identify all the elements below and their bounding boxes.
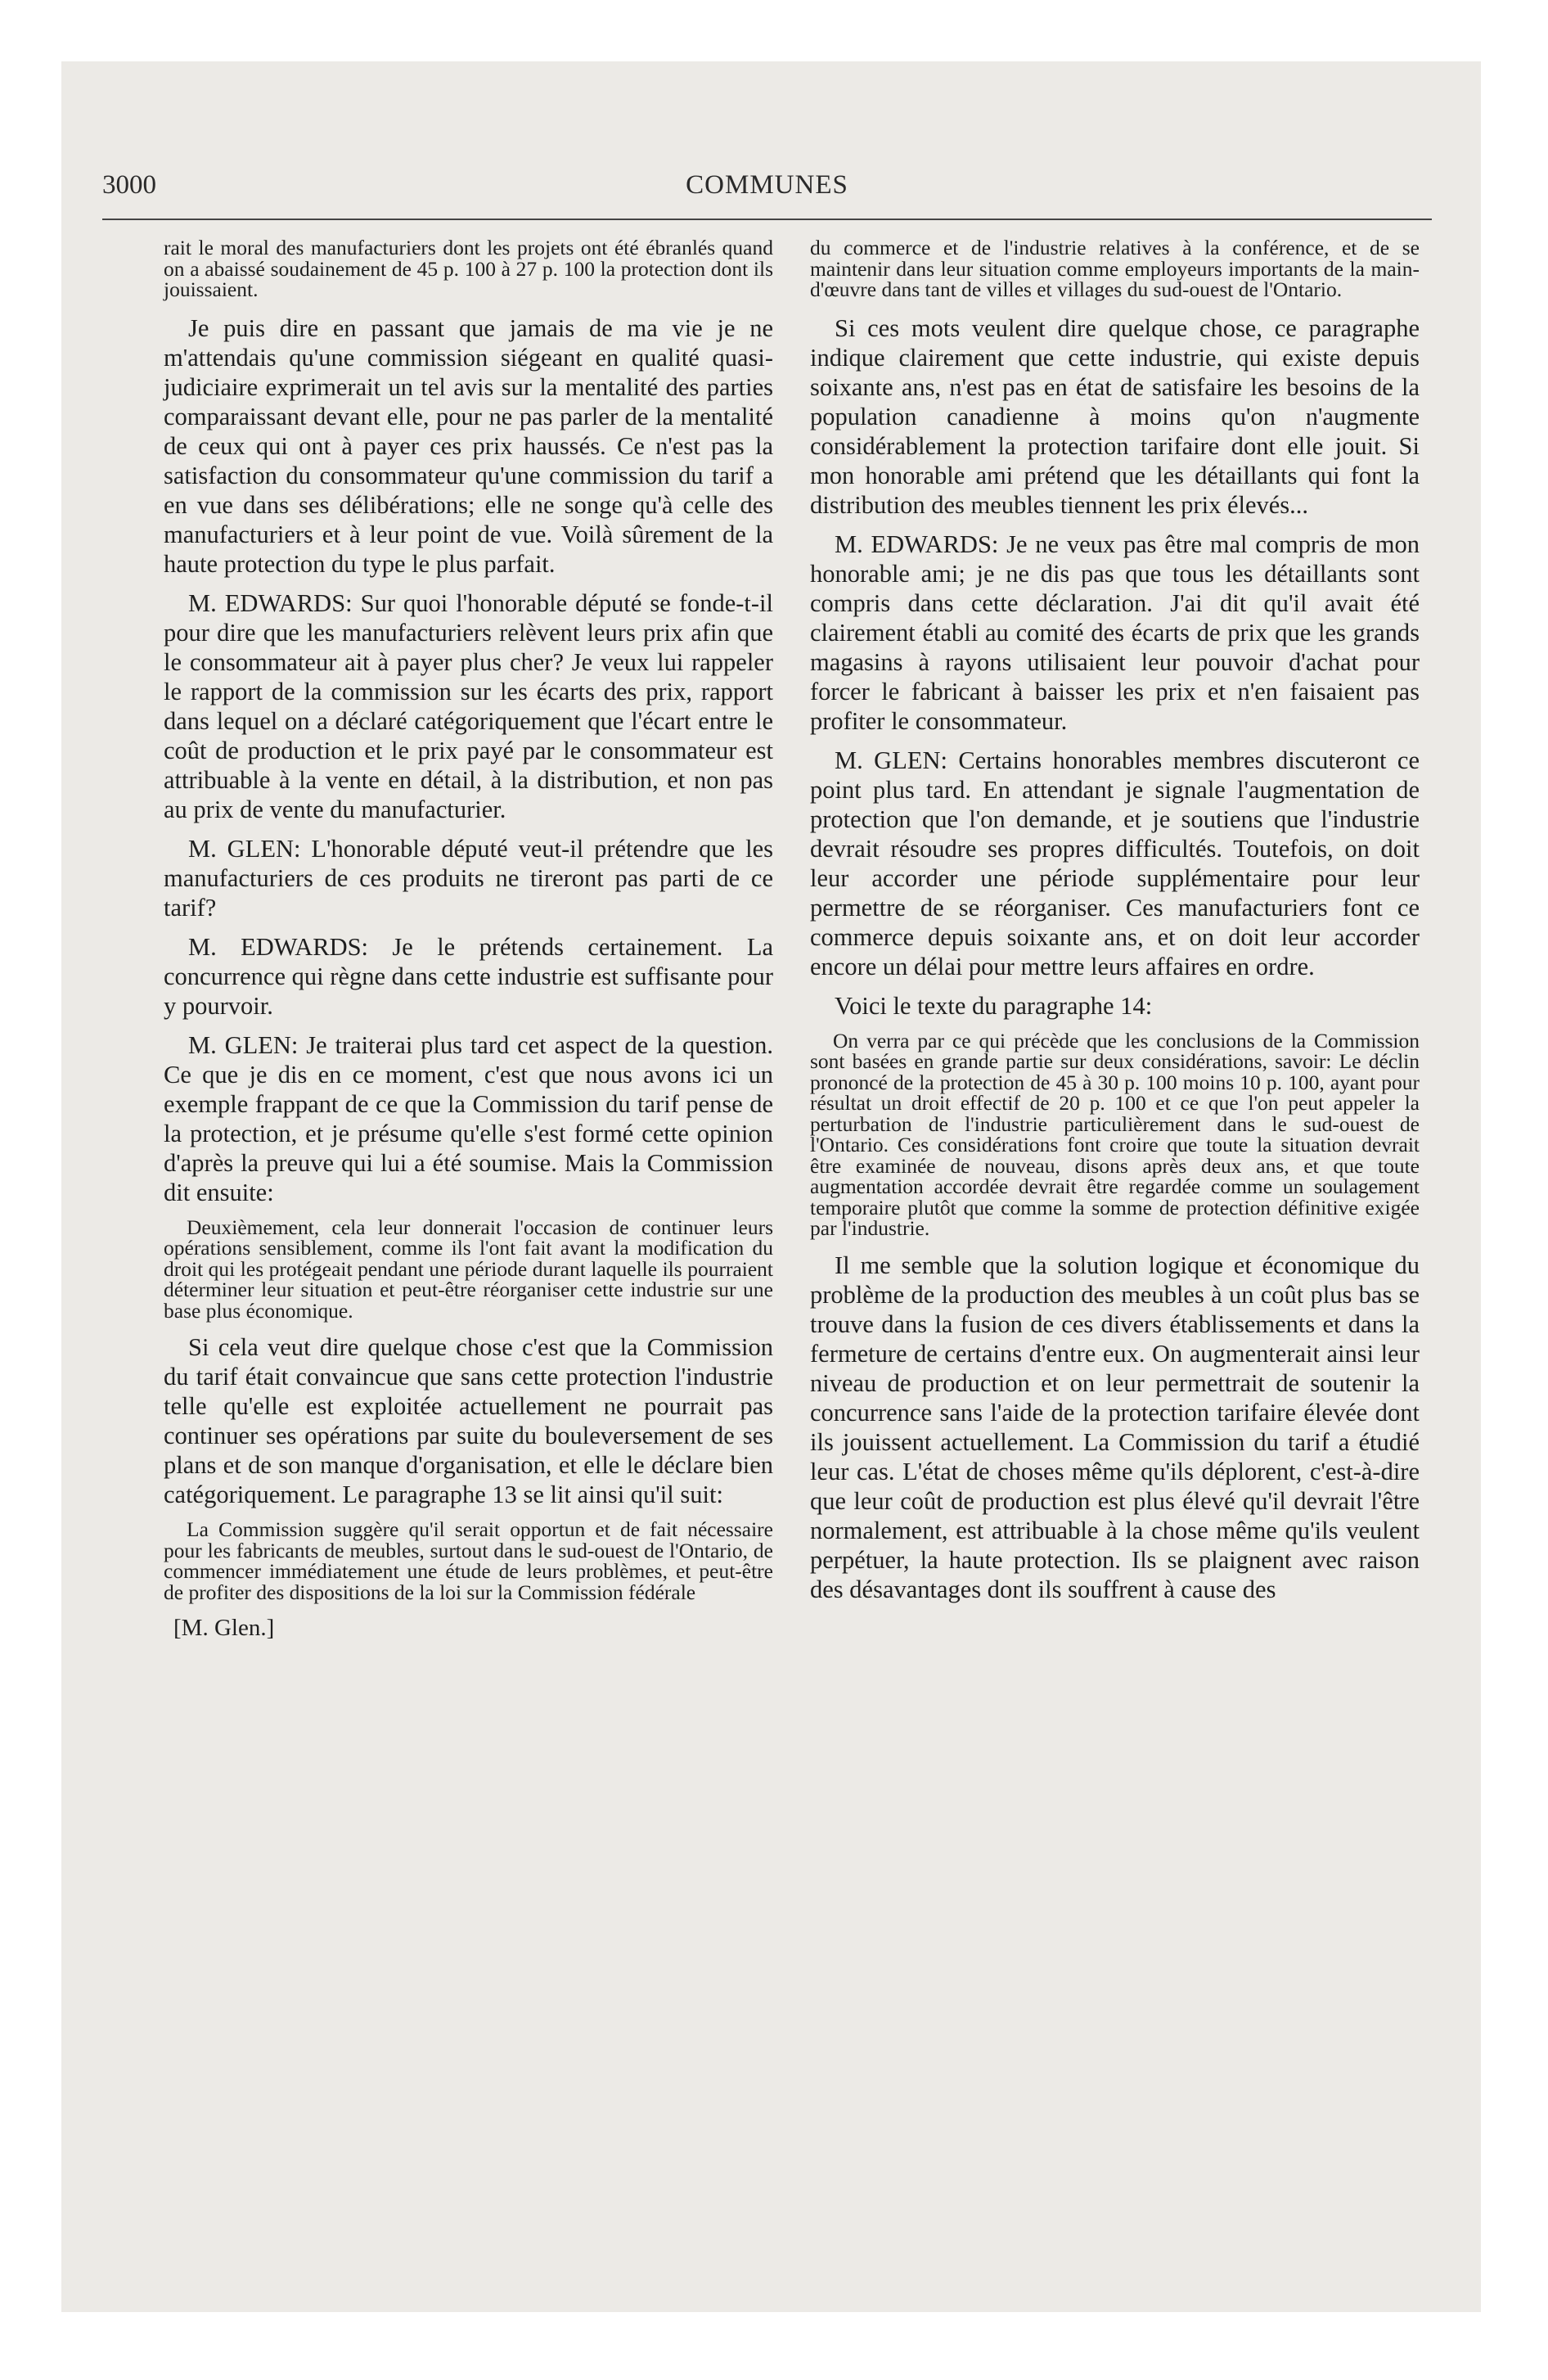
page-number: 3000 [102,170,156,200]
quoted-paragraph: Deuxièmement, cela leur donnerait l'occasion de continuer leurs opérations sensiblement, comme ils l'ont fait avant la modification du droit qui les protégeait pendant une période durant laquelle ils pourraient déterminer leur situation et peut-être réorganiser cette industrie sur une base plus économique. [164,1215,773,1323]
paragraph: Il me semble que la solution logique et économique du problème de la production des meubles à un coût plus bas se trouve dans la fusion de ces divers établissements et dans la fermeture de certains d'entre eux. On augmenterait ainsi leur niveau de production et on leur permettrait de soutenir la concurrence sans l'aide de la protection tarifaire élevée dont ils jouissent actuellement. La Commission du tarif a étudié leur cas. L'état de choses même qu'ils déplorent, c'est-à-dire que leur coût de production est plus élevé qu'il devrait l'être normalement, est attribuable à la chose même qu'ils veulent perpétuer, la haute protection. Ils se plaignent avec raison des désavantages dont ils souffrent à cause des [810,1251,1420,1603]
speaker-signature: [M. Glen.] [173,1615,275,1641]
header-rule [102,219,1432,220]
quoted-paragraph: du commerce et de l'industrie relatives à la conférence, et de se maintenir dans leur situation comme employeurs importants de la main-d'œuvre dans tant de villes et villages du sud-ouest de l'Ontario. [810,236,1420,301]
paragraph: M. GLEN: L'honorable député veut-il prétendre que les manufacturiers de ces produits ne tireront pas parti de ce tarif? [164,834,773,922]
quoted-paragraph: On verra par ce qui précède que les conclusions de la Commission sont basées en grande partie sur deux considérations, savoir: Le déclin prononcé de la protection de 45 à 30 p. 100 moins 10 p. 100, ayant pour résultat un droit effectif de 20 p. 100 et ce que l'on peut appeler la perturbation de l'industrie particulièrement dans le sud-ouest de l'Ontario. Ces considérations font croire que toute la situation devrait être examinée de nouveau, disons après deux ans, et que toute augmentation accordée devrait être regardée comme un soulagement temporaire plutôt que comme la somme de protection définitive exigée par l'industrie. [810,1028,1420,1240]
right-column [810,237,1420,1614]
page-header [102,170,1432,211]
paragraph: M. EDWARDS: Sur quoi l'honorable député se fonde-t-il pour dire que les manufacturiers relèvent leurs prix afin que le consommateur ait à payer plus cher? Je veux lui rappeler le rapport de la commission sur les écarts des prix, rapport dans lequel on a déclaré catégoriquement que l'écart entre le coût de production et le prix payé par le consommateur est attribuable à la vente en détail, à la distribution, et non pas au prix de vente du manufacturier. [164,588,773,823]
paragraph: M. GLEN: Je traiterai plus tard cet aspect de la question. Ce que je dis en ce moment, c'est que nous avons ici un exemple frappant de ce que la Commission du tarif pense de la protection, et je présume qu'elle s'est formé cette opinion d'après la preuve qui lui a été soumise. Mais la Commission dit ensuite: [164,1030,773,1206]
paragraph: M. EDWARDS: Je ne veux pas être mal compris de mon honorable ami; je ne dis pas que tous les détaillants sont compris dans cette déclaration. J'ai dit qu'il avait été clairement établi au comité des écarts de prix que les grands magasins à rayons utilisaient leur pouvoir d'achat pour forcer le fabricant à baisser les prix et n'en faisaient pas profiter le consommateur. [810,530,1420,735]
paragraph: Si cela veut dire quelque chose c'est que la Commission du tarif était convaincue que sans cette protection l'industrie telle qu'elle est exploitée actuellement ne pourrait pas continuer ses opérations par suite du bouleversement de ses plans et de son manque d'organisation, et elle le déclare bien catégoriquement. Le paragraphe 13 se lit ainsi qu'il suit: [164,1333,773,1508]
quoted-paragraph: La Commission suggère qu'il serait opportun et de fait nécessaire pour les fabricants de meubles, surtout dans le sud-ouest de l'Ontario, de commencer immédiatement une étude de leurs problèmes, et peut-être de profiter des dispositions de la loi sur la Commission fédérale [164,1517,773,1604]
paragraph: M. EDWARDS: Je le prétends certainement. La concurrence qui règne dans cette industrie est suffisante pour y pourvoir. [164,932,773,1020]
running-head: COMMUNES [686,170,848,200]
paragraph: Je puis dire en passant que jamais de ma vie je ne m'attendais qu'une commission siégeant en qualité quasi-judiciaire exprimerait un tel avis sur la mentalité des parties comparaissant devant elle, pour ne pas parler de la mentalité de ceux qui ont à payer ces prix haussés. Ce n'est pas la satisfaction du consommateur qu'une commission du tarif a en vue dans ses délibérations; elle ne songe qu'à celle des manufacturiers et à leur point de vue. Voilà sûrement de la haute protection du type le plus parfait. [164,313,773,578]
paragraph: Voici le texte du paragraphe 14: [835,991,1153,1020]
quoted-paragraph: rait le moral des manufacturiers dont les projets ont été ébranlés quand on a abaissé soudainement de 45 p. 100 à 27 p. 100 la protection dont ils jouissaient. [164,236,773,301]
paragraph: M. GLEN: Certains honorables membres discuteront ce point plus tard. En attendant je signale l'augmentation de protection que l'on demande, et je soutiens que l'industrie devrait résoudre ses propres difficultés. Toutefois, on doit leur accorder une période supplémentaire pour leur permettre de se réorganiser. Ces manufacturiers font ce commerce depuis soixante ans, et on doit leur accorder encore un délai pour mettre leurs affaires en ordre. [810,746,1420,980]
paragraph: Si ces mots veulent dire quelque chose, ce paragraphe indique clairement que cette industrie, qui existe depuis soixante ans, n'est pas en état de satisfaire les besoins de la population canadienne à moins qu'on n'augmente considérablement la protection tarifaire dont elle jouit. Si mon honorable ami prétend que les détaillants qui font la distribution des meubles tiennent les prix élevés... [810,313,1420,519]
left-column [164,237,773,1642]
